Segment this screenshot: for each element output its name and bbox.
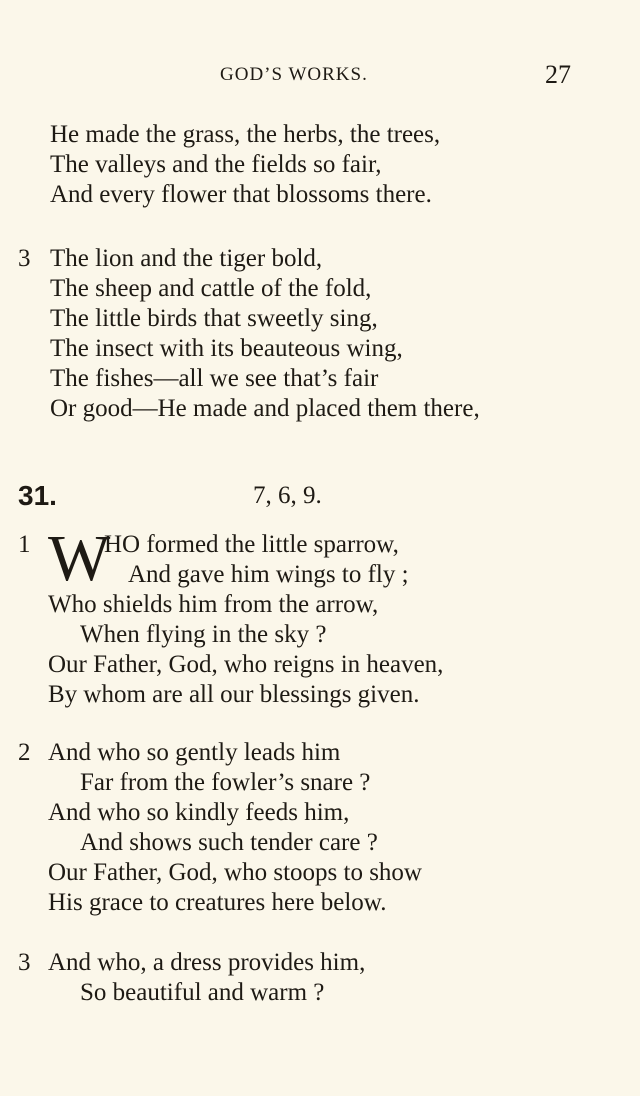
verse-line: The little birds that sweetly sing,	[50, 305, 378, 332]
running-head: GOD’S WORKS.	[220, 64, 368, 85]
verse-line: The lion and the tiger bold,	[50, 245, 323, 272]
hymn-number: 31.	[18, 480, 57, 511]
stanza-number: 1	[18, 531, 31, 558]
verse-line: Who shields him from the arrow,	[48, 591, 379, 618]
verse-line: The valleys and the fields so fair,	[50, 151, 382, 178]
verse-line: And every flower that blossoms there.	[50, 181, 432, 208]
verse-line: And gave him wings to fly ;	[128, 561, 409, 588]
verse-line: Our Father, God, who reigns in heaven,	[48, 651, 444, 678]
verse-line: So beautiful and warm ?	[80, 979, 325, 1006]
drop-cap: W	[48, 522, 111, 595]
verse-line: By whom are all our blessings given.	[48, 681, 420, 708]
verse-line: When flying in the sky ?	[80, 621, 327, 648]
stanza-number: 2	[18, 739, 31, 766]
verse-line: HO formed the little sparrow,	[104, 531, 399, 558]
verse-line: His grace to creatures here below.	[48, 889, 387, 916]
verse-line: And who so gently leads him	[48, 739, 341, 766]
hymn-meter: 7, 6, 9.	[253, 482, 322, 509]
verse-line: The sheep and cattle of the fold,	[50, 275, 372, 302]
stanza-number: 3	[18, 949, 31, 976]
verse-line: He made the grass, the herbs, the trees,	[50, 121, 441, 148]
verse-line: The fishes—all we see that’s fair	[50, 365, 379, 392]
verse-line: Far from the fowler’s snare ?	[80, 769, 371, 796]
verse-line: Or good—He made and placed them there,	[50, 395, 480, 422]
verse-line: The insect with its beauteous wing,	[50, 335, 403, 362]
stanza-number: 3	[18, 245, 31, 272]
page-number: 27	[545, 60, 571, 89]
verse-line: And shows such tender care ?	[80, 829, 378, 856]
verse-line: And who, a dress provides him,	[48, 949, 366, 976]
verse-line: And who so kindly feeds him,	[48, 799, 350, 826]
verse-line: Our Father, God, who stoops to show	[48, 859, 422, 886]
